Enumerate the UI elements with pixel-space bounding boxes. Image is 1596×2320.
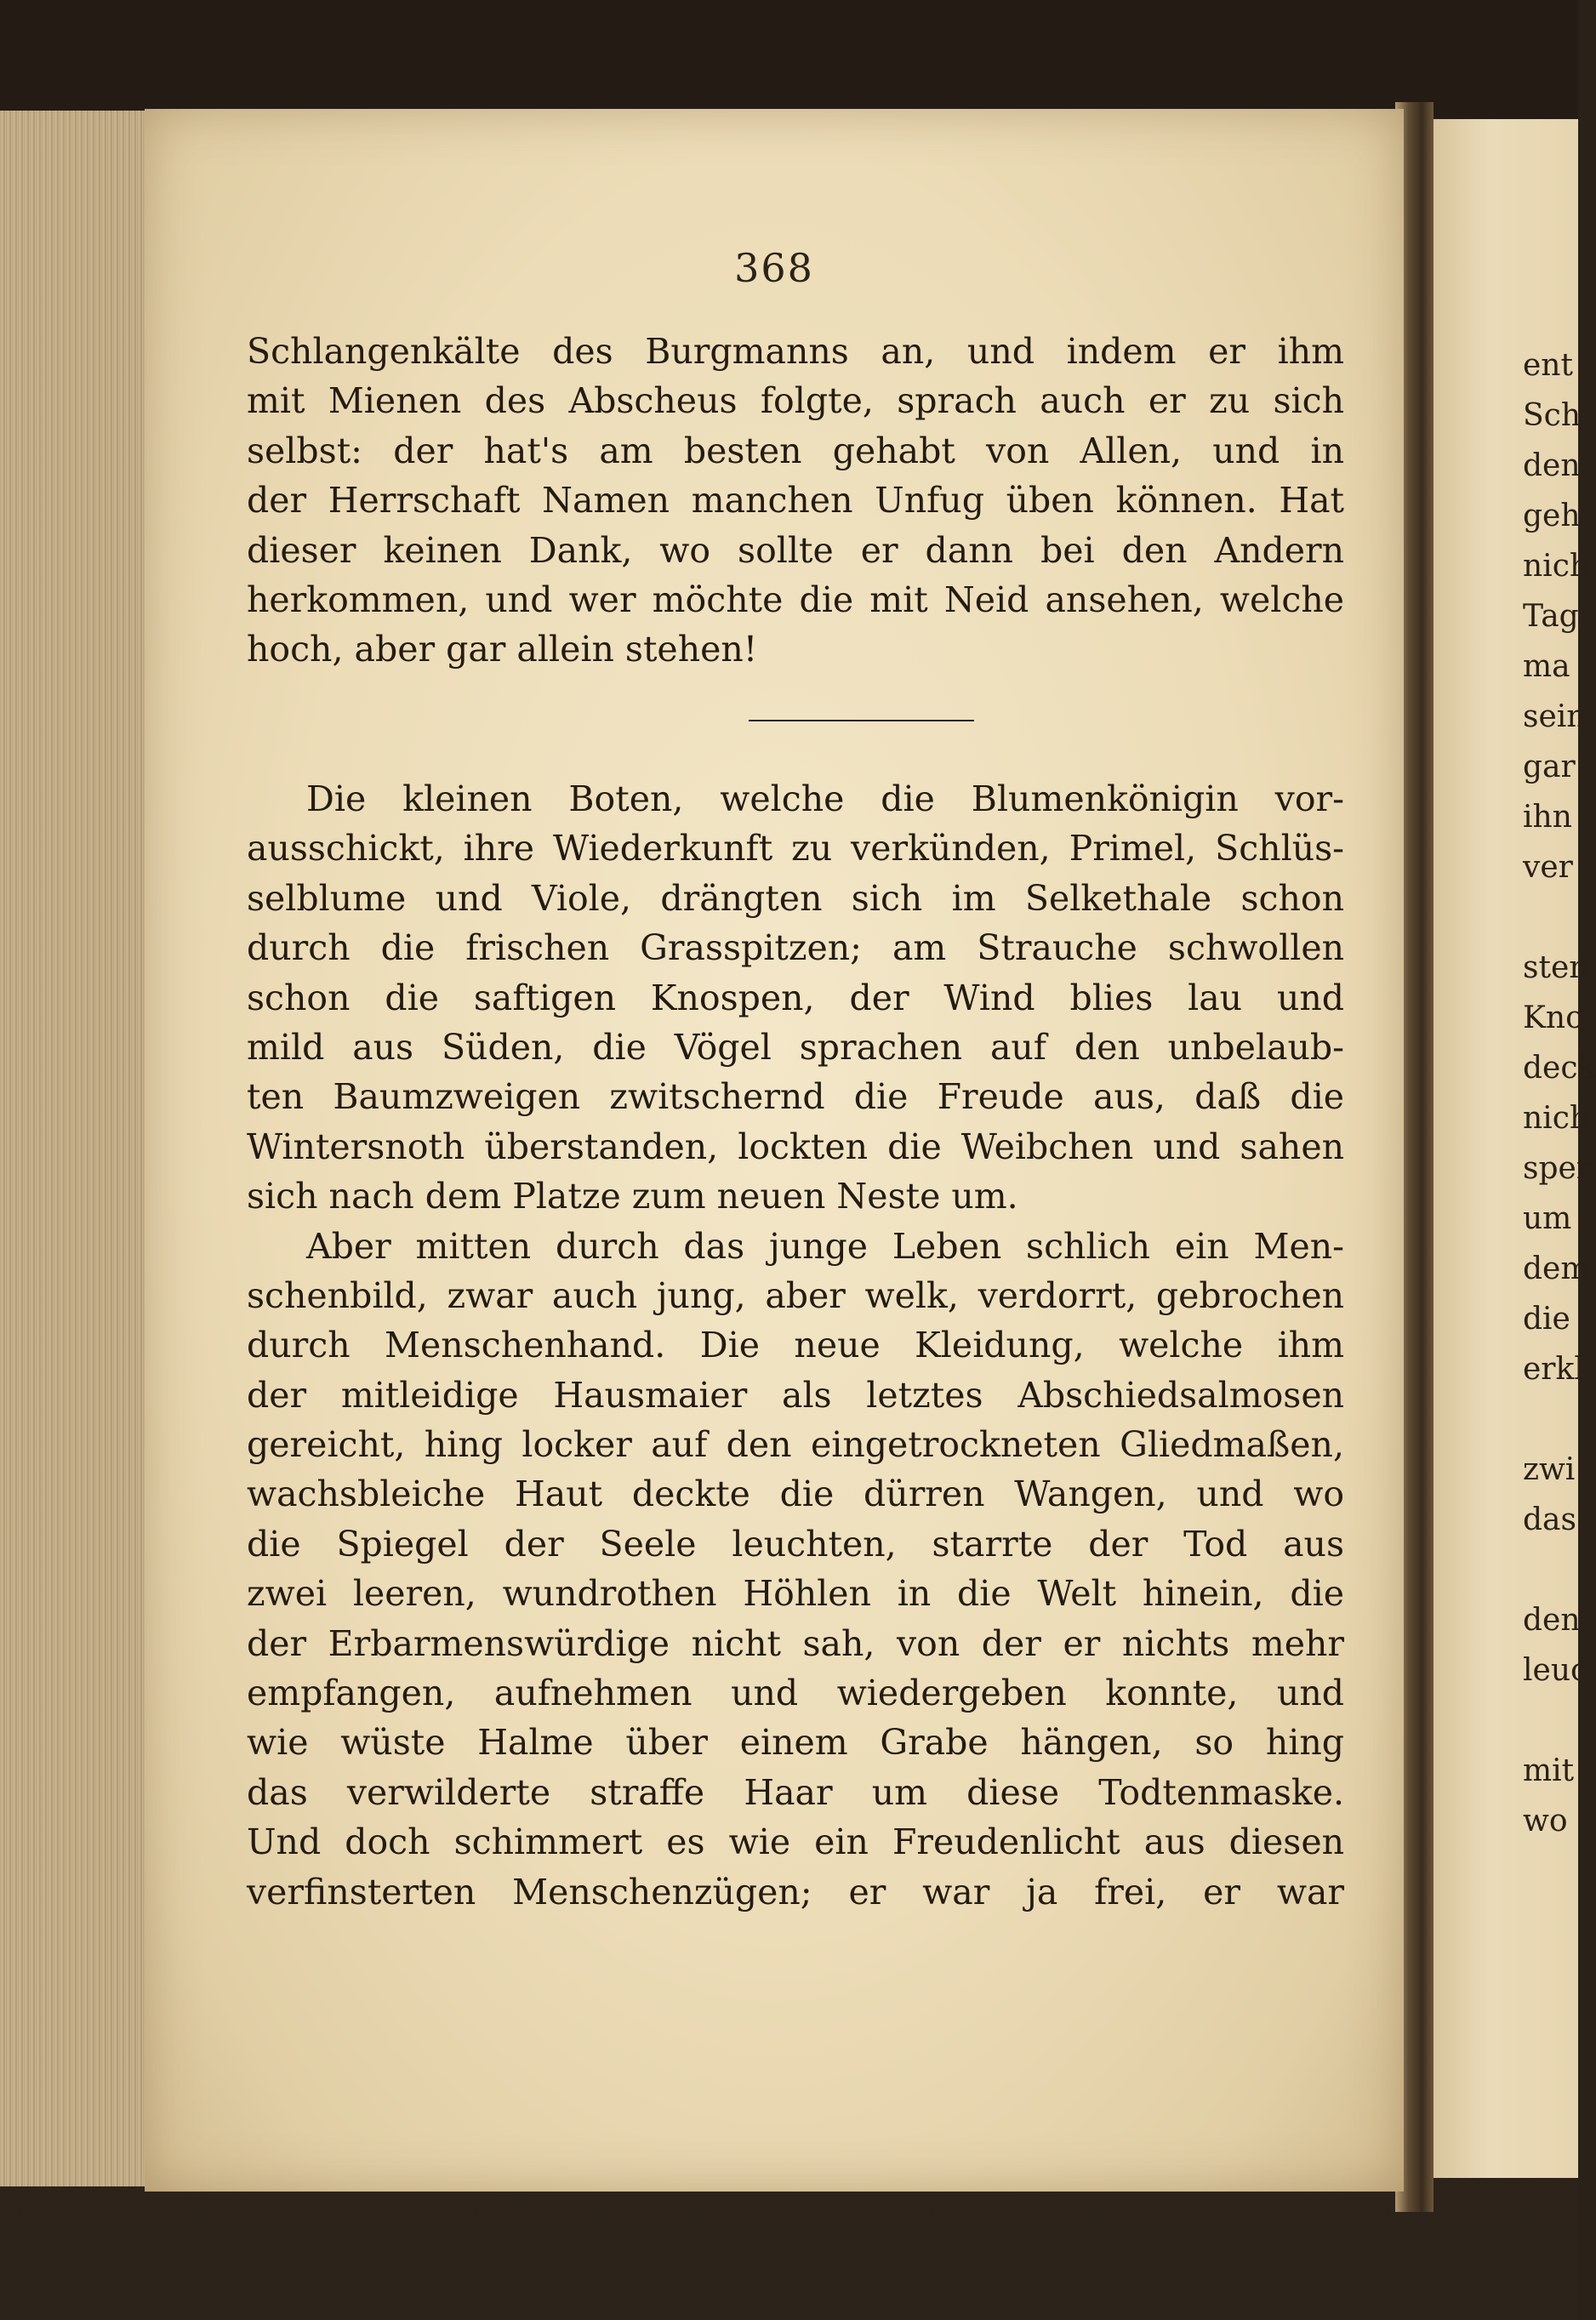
paragraph-2-and-3	[247, 774, 1344, 1917]
facing-line: ihn	[1523, 800, 1572, 835]
text-line: das verwilderte straffe Haar um diese Todtenmaske.	[247, 1771, 1344, 1813]
text-line: Aber mitten durch das junge Leben schlich ein Men-	[306, 1225, 1344, 1267]
text-line: sich nach dem Platze zum neuen Neste um.	[247, 1176, 1018, 1217]
text-line: selblume und Viole, drängten sich im Selkethale schon	[247, 877, 1344, 919]
text-line: wachsbleiche Haut deckte die dürren Wangen, und wo	[247, 1474, 1344, 1515]
facing-line: sten	[1523, 950, 1589, 985]
facing-line: gar	[1523, 750, 1576, 784]
text-line: Wintersnoth überstanden, lockten die Weibchen und sahen	[247, 1126, 1344, 1167]
text-line: die Spiegel der Seele leuchten, starrte der Tod aus	[247, 1523, 1344, 1565]
facing-line: ent	[1523, 348, 1573, 383]
facing-gap	[1523, 1394, 1578, 1445]
text-line: hoch, aber gar allein stehen!	[247, 629, 758, 670]
facing-line: mit	[1523, 1753, 1575, 1788]
facing-line: Sch	[1523, 398, 1582, 433]
facing-line: um	[1523, 1201, 1572, 1236]
facing-line: sein	[1523, 699, 1587, 734]
text-line: ten Baumzweigen zwitschernd die Freude aus, daß die	[247, 1076, 1344, 1118]
facing-line: leuc	[1523, 1653, 1588, 1688]
text-line: durch Menschenhand. Die neue Kleidung, welche ihm	[247, 1325, 1344, 1366]
text-line: mild aus Süden, die Vögel sprachen auf den unbelaub-	[247, 1026, 1344, 1068]
facing-line: das	[1523, 1502, 1576, 1537]
facing-line: die	[1523, 1302, 1570, 1337]
text-line: der mitleidige Hausmaier als letztes Abschiedsalmosen	[247, 1374, 1344, 1416]
text-line: durch die frischen Grasspitzen; am Strauche schwollen	[247, 927, 1344, 969]
paragraph-1	[247, 327, 1344, 675]
text-line: der Herrschaft Namen manchen Unfug üben können. Hat	[247, 480, 1344, 522]
text-line: Schlangenkälte des Burgmanns an, und indem er ihm	[247, 331, 1344, 372]
page-stack-edge	[0, 111, 155, 2186]
text-line: empfangen, aufnehmen und wiedergeben konnte, und	[247, 1673, 1344, 1714]
text-line: der Erbarmenswürdige nicht sah, von der er nichts mehr	[247, 1622, 1344, 1664]
text-line: zwei leeren, wundrothen Höhlen in die Welt hinein, die	[247, 1573, 1344, 1615]
facing-line: nich	[1523, 1101, 1590, 1136]
facing-line: ver	[1523, 850, 1573, 885]
page-number: 368	[734, 245, 814, 291]
facing-line: den	[1523, 1603, 1581, 1638]
text-line: ausschickt, ihre Wiederkunft zu verkünden, Primel, Schlüs-	[247, 828, 1344, 869]
text-line: gereicht, hing locker auf den eingetrockneten Gliedmaßen,	[247, 1424, 1344, 1466]
facing-line: erkl	[1523, 1352, 1584, 1387]
facing-line: den	[1523, 448, 1581, 483]
text-line: dieser keinen Dank, wo sollte er dann bei den Andern	[247, 529, 1344, 571]
facing-line: dem	[1523, 1251, 1590, 1286]
facing-line: Tag	[1523, 599, 1579, 634]
text-line: selbst: der hat's am besten gehabt von Allen, und in	[247, 430, 1344, 471]
text-line: schon die saftigen Knospen, der Wind blies lau und	[247, 977, 1344, 1018]
facing-page-text	[1523, 340, 1596, 1846]
facing-line: sper	[1523, 1151, 1592, 1186]
text-line: Und doch schimmert es wie ein Freudenlicht aus diesen	[247, 1821, 1344, 1863]
facing-line: ma	[1523, 649, 1570, 684]
section-divider	[749, 720, 974, 721]
text-line: herkommen, und wer möchte die mit Neid ansehen, welche	[247, 579, 1344, 620]
facing-gap	[1523, 892, 1578, 943]
facing-line: deck	[1523, 1051, 1596, 1086]
facing-line: wo	[1523, 1804, 1568, 1838]
text-line: mit Mienen des Abscheus folgte, sprach auch er zu sich	[247, 380, 1344, 422]
facing-line: geh	[1523, 499, 1581, 533]
facing-line: zwi	[1523, 1452, 1576, 1487]
facing-line: nich	[1523, 549, 1590, 584]
facing-line: Kno	[1523, 1000, 1584, 1035]
text-line: wie wüste Halme über einem Grabe hängen, so hing	[247, 1722, 1344, 1764]
text-line: verfinsterten Menschenzügen; er war ja frei, er war	[247, 1871, 1344, 1912]
facing-gap	[1523, 1545, 1578, 1595]
text-line: Die kleinen Boten, welche die Blumenkönigin vor-	[306, 778, 1344, 819]
text-line: schenbild, zwar auch jung, aber welk, verdorrt, gebrochen	[247, 1274, 1344, 1316]
facing-gap	[1523, 1696, 1578, 1746]
